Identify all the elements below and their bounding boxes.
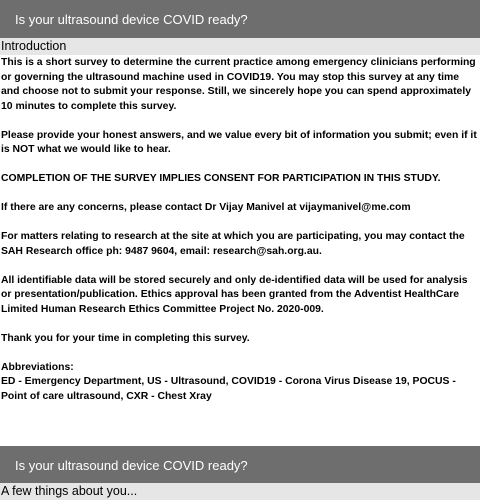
survey-header (0, 0, 480, 38)
survey-title: Is your ultrasound device COVID ready? (15, 458, 248, 473)
section-title: A few things about you... (1, 484, 138, 498)
survey-title: Is your ultrasound device COVID ready? (15, 12, 248, 27)
intro-paragraph: Please provide your honest answers, and we value every bit of information you submit; even if it is NOT what we would like to hear. (1, 129, 477, 155)
contact-paragraph: If there are any concerns, please contact Dr Vijay Manivel at vijaymanivel@me.com (1, 202, 411, 213)
survey-header-page-2 (0, 446, 480, 484)
abbreviations (1, 361, 478, 405)
thank-you-paragraph: Thank you for your time in completing this survey. (1, 332, 250, 344)
intro-text (0, 55, 480, 404)
abbreviations-heading: Abbreviations: (1, 361, 74, 373)
consent-statement: COMPLETION OF THE SURVEY IMPLIES CONSENT FOR PARTICIPATION IN THIS STUDY. (1, 173, 441, 184)
ethics-paragraph: All identifiable data will be stored securely and only de-identified data will be used for analysis or presentation/publication. Ethics approval has been granted from the Adventist HealthCare Limited Human Research Ethics Committee Project No. 2020-009. (1, 274, 468, 315)
abbreviations-text: ED - Emergency Department, US - Ultrasound, COVID19 - Corona Virus Disease 19, POCUS - Point of care ultrasound, CXR - Chest Xray (1, 376, 456, 402)
section-title: Introduction (1, 39, 67, 53)
section-bar-introduction (0, 38, 480, 55)
research-office-paragraph: For matters relating to research at the site at which you are participating, you may contact the SAH Research office ph: 9487 9604, email: research@sah.org.au. (1, 231, 465, 257)
intro-paragraph: This is a short survey to determine the current practice among emergency clinicians performing or governing the ultrasound machine used in COVID19. You may stop this survey at any time and choose not to submit your response. Still, we sincerely hope you can spend approximately 10 minutes to complete this survey. (1, 57, 476, 112)
section-bar-about-you (0, 483, 480, 500)
